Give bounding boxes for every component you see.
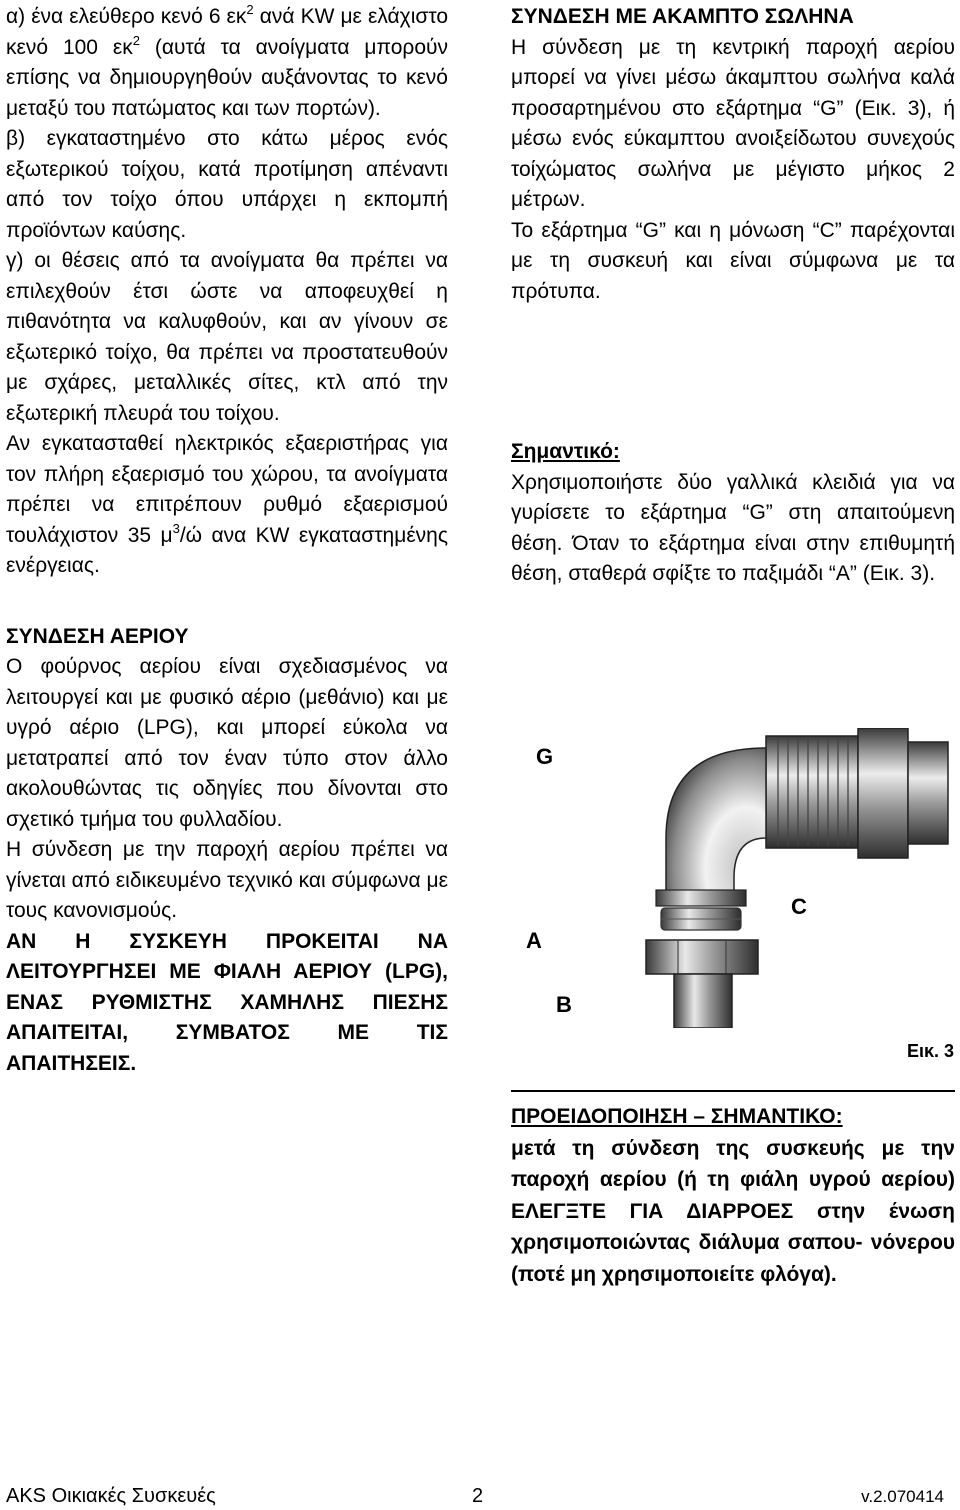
rigid-hose-paragraph-2: Το εξάρτημα “G” και η μόνωση “C” παρέχονται με τη συσκευή και είναι σύμφωνα με τα πρότυπα. bbox=[511, 218, 955, 303]
rigid-hose-paragraph-1: Η σύνδεση με τη κεντρική παροχή αερίου μπορεί να γίνει μέσω άκαμπτου σωλήνα καλά προσαρτημένου στο εξάρτημα “G” (Εικ. 3), ή μέσω ενός εύκαμπτου ανοιξείδωτου συνεχούς τοίχώματος σωλήνα με μέγιστο μήκος 2 μέτρων. bbox=[511, 35, 955, 211]
footer-company: AKS Οικιακές Συσκευές bbox=[6, 1485, 216, 1507]
figure-label-g: G bbox=[536, 744, 554, 769]
gas-connection-paragraph-1: Ο φούρνος αερίου είναι σχεδιασμένος να λειτουργεί και με φυσικό αέριο (μεθάνιο) και με υγρό αέριο (LPG), και μπορεί εύκολα να μετατραπεί από τον έναν τύπο στον άλλο ακολουθώντας τις οδηγίες που δίνονται στο σχετικό τμήμα του φυλλαδίου. bbox=[6, 655, 448, 831]
warning-paragraph: μετά τη σύνδεση της συσκευής με την παροχή αερίου (ή τη φιάλη υγρού αερίου) ΕΛΕΓΞΤΕ ΓΙΑ ΔΙΑΡΡΟΕΣ στην ένωση χρησιμοποιώντας διάλυμα σαπου- νόνερου (ποτέ μη χρησιμοποιείτε φλόγα). bbox=[511, 1136, 955, 1286]
figure-label-c: C bbox=[791, 894, 807, 919]
left-column bbox=[6, 2, 448, 1079]
paragraph-c: γ) οι θέσεις από τα ανοίγματα θα πρέπει να επιλεχθούν έτσι ώστε να αποφευχθεί η πιθανότητα να καλυφθούν, και αν γίνουν σε εξωτερικό τοίχο, θα πρέπει να προστατευθούν με σχάρες, μεταλλικές σίτες, κτλ από την εξωτερική πλευρά του τοίχου. bbox=[6, 249, 448, 425]
important-paragraph: Χρησιμοποιήστε δύο γαλλικά κλειδιά για να γυρίσετε το εξάρτημα “G” στη απαιτούμενη θέση. Όταν το εξάρτημα είναι στην επιθυμητή θέση, σταθερά σφίξτε το παξιμάδι “A” (Εικ. 3). bbox=[511, 470, 955, 585]
paragraph-fan-text-1: Αν εγκατασταθεί ηλεκτρικός εξαεριστήρας για τον πλήρη εξαερισμό του χώρου, τα ανοίγματα πρέπει να επιτρέπουν ρυθμό εξαερισμού τουλάχιστον 35 μ bbox=[6, 432, 448, 547]
gas-connection-paragraph-2: Η σύνδεση με την παροχή αερίου πρέπει να γίνεται από ειδικευμένο τεχνικό και σύμφωνα με τους κανονισμούς. bbox=[6, 838, 448, 922]
footer-version: v.2.070414 bbox=[861, 1487, 944, 1506]
warning-block bbox=[511, 1101, 955, 1290]
superscript: 2 bbox=[246, 2, 254, 17]
warning-heading: ΠΡΟΕΙΔΟΠΟΙΗΣΗ – ΣΗΜΑΝΤΙΚΟ: bbox=[511, 1105, 843, 1128]
paragraph-fan-text-2: /ώ ανα KW εγκαταστημένης ενέργειας. bbox=[6, 523, 448, 577]
fitting-diagram-figure bbox=[516, 728, 960, 1028]
lpg-warning-paragraph: ΑΝ Η ΣΥΣΚΕΥΗ ΠΡΟΚΕΙΤΑΙ ΝΑ ΛΕΙΤΟΥΡΓΗΣΕΙ ΜΕ ΦΙΑΛΗ ΑΕΡΙΟΥ (LPG), ΕΝΑΣ ΡΥΘΜΙΣΤΗΣ ΧΑΜΗΛΗΣ ΠΙΕΣΗΣ ΑΠΑΙΤΕΙΤΑΙ, ΣΥΜΒΑΤΟΣ ΜΕ ΤΙΣ ΑΠΑΙΤΗΣΕΙΣ. bbox=[6, 929, 448, 1075]
paragraph-a-text-3: (αυτά τα ανοίγματα μπορούν επίσης να δημιουργηθούν αυξάνοντας το κενό μεταξύ του πατώματος και των πορτών). bbox=[6, 35, 448, 120]
figure-label-b: B bbox=[556, 992, 572, 1017]
superscript: 3 bbox=[172, 520, 180, 536]
gas-connection-heading: ΣΥΝΔΕΣΗ ΑΕΡΙΟΥ bbox=[6, 624, 189, 648]
rigid-hose-heading: ΣΥΝΔΕΣΗ ΜΕ ΑΚΑΜΠΤΟ ΣΩΛΗΝΑ bbox=[511, 5, 854, 28]
footer-page-number: 2 bbox=[472, 1485, 484, 1507]
page-footer bbox=[6, 1483, 944, 1510]
gas-fitting-illustration bbox=[516, 728, 960, 1028]
figure-caption: Εικ. 3 bbox=[906, 1041, 954, 1061]
right-column bbox=[511, 2, 955, 590]
paragraph-a bbox=[6, 2, 448, 124]
superscript: 2 bbox=[132, 32, 140, 48]
paragraph-b: β) εγκαταστημένο στο κάτω μέρος ενός εξωτερικού τοίχου, κατά προτίμηση απέναντι από τον τοίχο όπου υπάρχει η εκπομπή προϊόντων καύσης. bbox=[6, 127, 448, 242]
figure-label-a: A bbox=[526, 928, 542, 953]
paragraph-a-text-2: ανά KW με ελάχιστο κενό 100 εκ bbox=[6, 5, 448, 59]
horizontal-rule bbox=[511, 1090, 955, 1092]
paragraph-a-text-1: α) ένα ελεύθερο κενό 6 εκ bbox=[6, 5, 247, 28]
important-heading: Σημαντικό: bbox=[511, 440, 620, 463]
paragraph-fan bbox=[6, 429, 448, 582]
